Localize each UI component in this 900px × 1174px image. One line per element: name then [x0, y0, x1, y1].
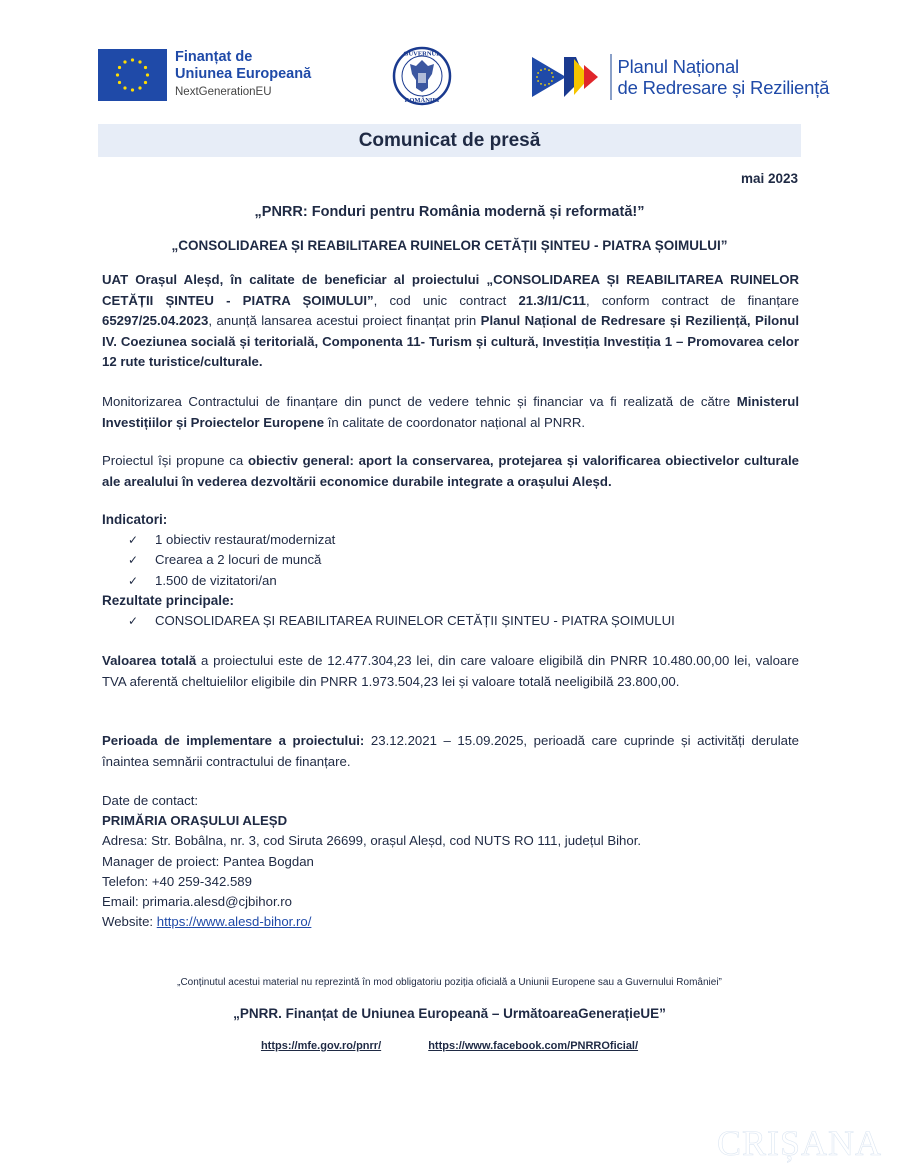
- facebook-pnrr-link[interactable]: https://www.facebook.com/PNRROficial/: [428, 1040, 639, 1052]
- eu-star-icon: [537, 72, 539, 74]
- contact-address: Adresa: Str. Bobâlna, nr. 3, cod Siruta 26699, orașul Aleșd, cod NUTS RO 111, județul Bihor.: [102, 833, 642, 849]
- eu-star-icon: [138, 60, 141, 63]
- text-span: , cod unic contract: [373, 292, 519, 308]
- results-list: [128, 611, 675, 631]
- list-item: [128, 611, 675, 631]
- text-span: 23.12.2021 – 15.09.2025, perioadă care cuprinde și activități derulate înaintea semnării contractului de finanțare.: [102, 733, 799, 769]
- objective-paragraph: [102, 451, 799, 492]
- eu-logo-line1: Finanțat de: [175, 49, 253, 65]
- check-icon: ✓: [128, 573, 139, 588]
- list-item-text: CONSOLIDAREA ȘI REABILITAREA RUINELOR CETĂȚII ȘINTEU - PIATRA ȘOIMULUI: [155, 613, 675, 628]
- text-span: Monitorizarea Contractului de finanțare din punct de vedere tehnic și financiar va fi realizată de către: [102, 394, 737, 409]
- ministry-name: Ministerul Investițiilor și Proiectelor Europene: [102, 394, 799, 430]
- disclaimer: „Conținutul acestui material nu reprezintă în mod obligatoriu poziția oficială a Uniunii Europene sau a Guvernului României”: [177, 977, 722, 988]
- project-title: „CONSOLIDAREA ȘI REABILITAREA RUINELOR CETĂȚII ȘINTEU - PIATRA ȘOIMULUI”: [171, 238, 728, 253]
- text-span: în calitate de coordonator național al PNRR.: [324, 414, 586, 430]
- website-label: Website:: [102, 914, 157, 930]
- mfe-pnrr-link[interactable]: https://mfe.gov.ro/pnrr/: [260, 1040, 382, 1052]
- period-paragraph: [102, 731, 799, 772]
- text-span: Proiectul își propune ca: [102, 453, 248, 468]
- eu-star-icon: [118, 66, 121, 69]
- eu-star-icon: [540, 69, 542, 71]
- eu-star-icon: [131, 58, 134, 61]
- beneficiary-text: UAT Orașul Aleșd, în calitate de beneficiar al proiectului „CONSOLIDAREA ȘI REABILITAREA RUINELOR CETĂȚII ȘINTEU - PIATRA ȘOIMULUI”: [102, 272, 799, 308]
- text-span: a proiectului este de 12.477.304,23 lei, din care valoare eligibilă din PNRR 10.480.00,00 lei, valoare TVA aferentă cheltuielilor eligibile din PNRR 1.973.504,23 lei și valoare totală neeligibilă 23.800,00.: [102, 653, 799, 689]
- org-name: PRIMĂRIA ORAȘULUI ALEȘD: [102, 813, 288, 829]
- crisana-watermark: CRIȘANA: [716, 1123, 882, 1163]
- eu-star-icon: [551, 72, 553, 74]
- contact-phone: Telefon: +40 259-342.589: [102, 873, 252, 889]
- eu-star-icon: [146, 73, 149, 76]
- footer-links: [98, 1040, 801, 1052]
- check-icon: ✓: [128, 553, 139, 568]
- contact-org: [102, 811, 641, 831]
- eu-star-icon: [536, 76, 538, 78]
- svg-text:ROMÂNIEI: ROMÂNIEI: [404, 97, 440, 104]
- objective-label: obiectiv general: [247, 453, 350, 468]
- eu-star-icon: [544, 84, 546, 86]
- contact-manager: Manager de proiect: Pantea Bogdan: [102, 853, 314, 869]
- eu-star-icon: [118, 81, 121, 84]
- value-paragraph: [102, 651, 799, 692]
- results-label: Rezultate principale:: [102, 593, 235, 608]
- pnrr-logo-line2: de Redresare și Reziliență: [617, 77, 830, 98]
- contract-code: 21.3/I1/C11: [518, 292, 586, 308]
- list-item-text: 1 obiectiv restaurat/modernizat: [155, 532, 336, 547]
- eu-star-icon: [123, 60, 126, 63]
- check-icon: ✓: [128, 614, 139, 628]
- romanian-government-seal-icon: [392, 46, 452, 106]
- eu-logo-line2: Uniunea Europeană: [175, 66, 312, 82]
- eu-star-icon: [138, 86, 141, 89]
- title-bar: [98, 124, 801, 157]
- page-title: Comunicat de presă: [358, 130, 541, 151]
- text-span: , conform contract de finanțare: [585, 292, 799, 308]
- eu-funding-logo: [98, 49, 311, 101]
- indicators-label: Indicatori:: [102, 512, 168, 527]
- eu-star-icon: [548, 69, 550, 71]
- intro-paragraph: [102, 270, 799, 373]
- eu-star-icon: [537, 80, 539, 82]
- pnrr-logo-line1: Planul Național: [617, 56, 739, 77]
- contact-email: Email: primaria.alesd@cjbihor.ro: [102, 894, 293, 910]
- list-item-text: Crearea a 2 locuri de muncă: [155, 552, 322, 568]
- list-item: [128, 550, 335, 570]
- release-date: mai 2023: [740, 171, 798, 186]
- eu-flag-icon: [98, 49, 167, 101]
- footer-slogan: „PNRR. Finanțat de Uniunea Europeană – UrmătoareaGenerațieUE”: [233, 1006, 666, 1021]
- objective-text: : aport la conservarea, protejarea și valorificarea obiectivelor culturale ale arealului în vederea dezvoltării economice durabile integrate a orașului Aleșd.: [102, 453, 799, 489]
- contact-website: [102, 912, 641, 932]
- list-item: [128, 571, 335, 591]
- contract-number: 65297/25.04.2023: [102, 313, 209, 328]
- eu-star-icon: [144, 81, 147, 84]
- svg-text:GUVERNUL: GUVERNUL: [403, 50, 441, 58]
- pnrr-logo-divider: [610, 54, 612, 100]
- monitoring-paragraph: [102, 392, 799, 433]
- eu-star-icon: [144, 66, 147, 69]
- list-item-text: 1.500 de vizitatori/an: [155, 572, 277, 588]
- total-value-label: Valoarea totală: [102, 653, 197, 668]
- eu-star-icon: [544, 68, 546, 70]
- program-text: Planul Național de Redresare și Reziliență, Pilonul IV. Coeziunea socială și teritorială, Componenta 11- Turism și cultură, Investiția Investiția 1 – Promovarea celor 12 rute turistice/culturale.: [102, 313, 799, 369]
- list-item: [128, 530, 335, 550]
- pnrr-arrow-logo-icon: [532, 55, 607, 99]
- eu-star-icon: [552, 76, 554, 78]
- website-link[interactable]: https://www.alesd-bihor.ro/: [156, 914, 312, 930]
- contact-block: [102, 791, 641, 932]
- eu-star-icon: [123, 86, 126, 89]
- eu-star-icon: [551, 80, 553, 82]
- eu-star-icon: [131, 88, 134, 91]
- text-span: , anunță lansarea acestui proiect finanțat prin: [208, 313, 481, 328]
- eu-star-icon: [116, 73, 119, 76]
- eu-star-icon: [540, 83, 542, 85]
- period-label: Perioada de implementare a proiectului:: [102, 733, 365, 748]
- indicators-list: [128, 530, 335, 591]
- check-icon: ✓: [128, 533, 139, 547]
- pnrr-logo: [532, 54, 829, 100]
- slogan-heading: „PNRR: Fonduri pentru România modernă și reformată!”: [254, 204, 645, 220]
- eu-star-icon: [548, 83, 550, 85]
- contact-heading: Date de contact:: [102, 793, 199, 808]
- eu-logo-line3: NextGenerationEU: [175, 86, 272, 98]
